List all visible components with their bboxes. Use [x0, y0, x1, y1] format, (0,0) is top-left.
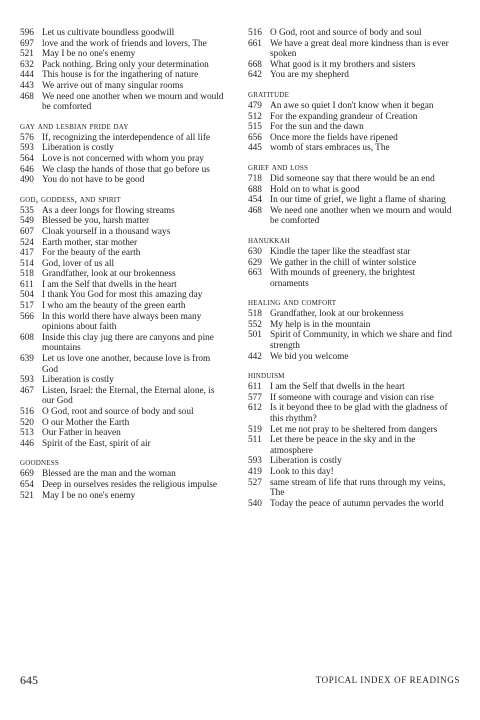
reading-title: May I be no one's enemy: [42, 49, 136, 60]
index-entry: [248, 403, 453, 424]
reading-title: My help is in the mountain: [270, 319, 371, 330]
reading-number: 642: [248, 70, 262, 81]
index-entry: [20, 333, 225, 354]
index-section-continued: [248, 28, 453, 81]
reading-title: If someone with courage and vision can rise: [270, 392, 434, 403]
reading-title: An awe so quiet I don't know when it began: [270, 100, 434, 111]
reading-title: In our time of grief, we light a flame of sharing: [270, 195, 446, 206]
reading-number: 630: [248, 246, 262, 257]
reading-number: 516: [248, 28, 262, 38]
reading-title: I thank You God for most this amazing day: [42, 290, 203, 301]
reading-number: 593: [20, 375, 34, 386]
reading-number: 521: [20, 490, 34, 501]
reading-number: 656: [248, 132, 262, 143]
index-entry: [20, 81, 225, 92]
reading-number: 511: [248, 435, 262, 446]
index-entry: [248, 425, 453, 436]
reading-number: 419: [248, 467, 262, 477]
reading-title: Let me not pray to be sheltered from dangers: [270, 424, 438, 435]
reading-title: Let us love one another, because love is from God: [42, 354, 211, 375]
reading-number: 515: [248, 122, 262, 133]
index-entry: [20, 175, 225, 186]
reading-number: 608: [20, 332, 34, 343]
reading-title: This house is for the ingathering of nature: [42, 70, 199, 81]
left-column: [20, 28, 225, 509]
reading-number: 549: [20, 216, 34, 227]
reading-title: I am the Self that dwells in the heart: [270, 382, 405, 393]
reading-title: As a deer longs for flowing streams: [42, 205, 175, 216]
reading-title: Inside this clay jug there are canyons and pine mountains: [42, 332, 214, 354]
section-heading: goodness: [20, 457, 59, 469]
reading-number: 467: [20, 385, 34, 396]
reading-number: 513: [20, 428, 34, 439]
index-entry: [248, 185, 453, 196]
index-entry: [248, 101, 453, 112]
reading-title: God, lover of us all: [42, 258, 115, 269]
reading-number: 654: [20, 479, 34, 490]
reading-number: 611: [248, 382, 262, 393]
section-heading: gay and lesbian pride day: [20, 120, 129, 132]
reading-title: Our Father in heaven: [42, 428, 121, 439]
index-section-gratitude: [248, 89, 453, 154]
index-section-hinduism: [248, 370, 453, 509]
reading-title: Hold on to what is good: [270, 184, 360, 195]
reading-title: If, recognizing the interdependence of all life: [42, 132, 211, 143]
index-section-god-goddess-and-spirit: [20, 194, 225, 450]
reading-number: 468: [20, 91, 34, 102]
reading-number: 514: [20, 258, 34, 269]
index-entry: [20, 354, 225, 375]
reading-number: 512: [248, 111, 262, 122]
reading-number: 577: [248, 392, 262, 403]
reading-number: 516: [20, 407, 34, 417]
reading-title: We have a great deal more kindness than is ever spoken: [270, 38, 449, 60]
index-entry: [248, 330, 453, 351]
index-entry: [20, 439, 225, 450]
reading-number: 524: [20, 237, 34, 248]
index-entry: [248, 206, 453, 227]
index-entry: [248, 478, 453, 499]
reading-title: We clasp the hands of those that go before us: [42, 164, 210, 175]
index-entry: [20, 290, 225, 301]
reading-title: Deep in ourselves resides the religious impulse: [42, 479, 218, 490]
index-entry: [248, 352, 453, 363]
reading-title: What good is it my brothers and sisters: [270, 59, 416, 70]
reading-title: Let us cultivate boundless goodwill: [42, 28, 175, 38]
reading-title: Listen, Israel: the Eternal, the Eternal alone, is our God: [42, 385, 215, 407]
reading-title: O God, root and source of body and soul: [42, 407, 194, 417]
reading-title: Let there be peace in the sky and in the atmosphere: [270, 435, 416, 456]
reading-number: 552: [248, 319, 262, 330]
index-entry: [20, 39, 225, 50]
index-entry: [248, 320, 453, 331]
index-section-continued: [20, 28, 225, 113]
reading-title: Earth mother, star mother: [42, 237, 138, 248]
reading-title: Blessed are the man and the woman: [42, 469, 176, 480]
reading-number: 668: [248, 59, 262, 70]
reading-number: 632: [20, 59, 34, 70]
index-entry: [20, 70, 225, 81]
reading-number: 596: [20, 28, 34, 38]
index-entry: [248, 122, 453, 133]
reading-number: 443: [20, 80, 34, 91]
reading-title: You are my shepherd: [270, 70, 349, 81]
index-entry: [248, 382, 453, 393]
reading-title: Liberation is costly: [42, 143, 114, 154]
index-entry: [20, 248, 225, 259]
index-entry: [248, 174, 453, 185]
reading-number: 718: [248, 173, 262, 184]
index-section-healing-and-comfort: [248, 297, 453, 362]
reading-title: Liberation is costly: [42, 375, 114, 386]
reading-number: 593: [20, 143, 34, 154]
index-entry: [248, 39, 453, 60]
index-entry: [20, 49, 225, 60]
reading-number: 442: [248, 351, 262, 362]
index-entry: [20, 269, 225, 280]
reading-title: Spirit of Community, in which we share and find strength: [270, 330, 452, 352]
reading-number: 661: [248, 38, 262, 49]
section-heading: grief and loss: [248, 161, 309, 173]
index-entry: [248, 499, 453, 510]
index-entry: [248, 268, 453, 289]
reading-title: same stream of life that runs through my veins, The: [270, 477, 446, 499]
index-entry: [20, 280, 225, 291]
index-entry: [20, 216, 225, 227]
reading-number: 566: [20, 311, 34, 322]
right-column: [248, 28, 453, 517]
reading-number: 444: [20, 70, 34, 81]
section-heading: hanukkah: [248, 234, 291, 246]
reading-title: O our Mother the Earth: [42, 417, 130, 428]
section-heading: hinduism: [248, 370, 285, 382]
reading-title: We need one another when we mourn and would be comforted: [42, 91, 224, 113]
index-entry: [248, 258, 453, 269]
reading-number: 688: [248, 184, 262, 195]
index-entry: [248, 143, 453, 154]
reading-number: 454: [248, 195, 262, 206]
page-footer: [20, 673, 460, 687]
reading-number: 646: [20, 164, 34, 175]
index-entry: [20, 143, 225, 154]
reading-title: I who am the beauty of the green earth: [42, 301, 186, 312]
index-entry: [248, 133, 453, 144]
index-entry: [20, 480, 225, 491]
reading-title: Love is not concerned with whom you pray: [42, 153, 204, 164]
index-entry: [248, 309, 453, 320]
index-section-goodness: [20, 457, 225, 501]
reading-number: 669: [20, 469, 34, 480]
reading-number: 521: [20, 49, 34, 60]
reading-title: O God, root and source of body and soul: [270, 28, 422, 38]
section-heading: gratitude: [248, 88, 290, 100]
index-section-gay-and-lesbian-pride-day: [20, 121, 225, 186]
reading-title: Today the peace of autumn pervades the world: [270, 498, 444, 509]
reading-title: May I be no one's enemy: [42, 490, 136, 501]
index-entry: [20, 206, 225, 217]
reading-title: Spirit of the East, spirit of air: [42, 438, 151, 449]
index-entry: [20, 133, 225, 144]
index-entry: [20, 407, 225, 418]
index-entry: [248, 60, 453, 71]
index-section-hanukkah: [248, 235, 453, 289]
reading-title: We bid you welcome: [270, 351, 349, 362]
reading-title: Blessed be you, harsh matter: [42, 216, 150, 227]
reading-number: 612: [248, 403, 262, 414]
index-entry: [248, 247, 453, 258]
index-entry: [20, 259, 225, 270]
reading-number: 446: [20, 438, 34, 449]
index-entry: [248, 467, 453, 478]
reading-title: I am the Self that dwells in the heart: [42, 279, 177, 290]
reading-number: 639: [20, 354, 34, 365]
reading-title: Look to this day!: [270, 467, 334, 477]
index-section-grief-and-loss: [248, 162, 453, 227]
reading-title: Grandfather, look at our brokenness: [42, 269, 176, 280]
reading-number: 520: [20, 417, 34, 428]
index-entry: [20, 469, 225, 480]
reading-title: We gather in the chill of winter solstice: [270, 257, 417, 268]
index-entry: [20, 28, 225, 39]
index-entry: [20, 92, 225, 113]
reading-title: We arrive out of many singular rooms: [42, 80, 184, 91]
reading-title: For the beauty of the earth: [42, 248, 141, 259]
reading-number: 564: [20, 153, 34, 164]
index-entry: [248, 393, 453, 404]
reading-number: 501: [248, 330, 262, 341]
index-entry: [20, 375, 225, 386]
reading-title: Cloak yourself in a thousand ways: [42, 226, 171, 237]
reading-number: 607: [20, 226, 34, 237]
reading-title: Kindle the taper like the steadfast star: [270, 246, 411, 257]
reading-title: Is it beyond thee to be glad with the gladness of this rhythm?: [270, 403, 448, 425]
reading-number: 479: [248, 100, 262, 111]
index-entry: [20, 60, 225, 71]
index-entry: [20, 165, 225, 176]
reading-title: Once more the fields have ripened: [270, 132, 398, 143]
reading-title: Liberation is costly: [270, 456, 342, 467]
reading-number: 540: [248, 498, 262, 509]
index-entry: [248, 195, 453, 206]
reading-number: 519: [248, 424, 262, 435]
reading-number: 535: [20, 205, 34, 216]
index-entry: [248, 70, 453, 81]
reading-title: Grandfather, look at our brokenness: [270, 309, 404, 320]
index-entry: [20, 386, 225, 407]
reading-title: love and the work of friends and lovers, The: [42, 38, 207, 49]
section-heading: healing and comfort: [248, 297, 337, 309]
reading-number: 445: [248, 143, 262, 154]
index-entry: [248, 456, 453, 467]
reading-title: With mounds of greenery, the brightest ornaments: [270, 268, 416, 289]
reading-number: 576: [20, 132, 34, 143]
reading-number: 518: [20, 269, 34, 280]
reading-title: For the expanding grandeur of Creation: [270, 111, 418, 122]
reading-number: 490: [20, 175, 34, 186]
index-entry: [248, 112, 453, 123]
index-entry: [20, 238, 225, 249]
reading-number: 611: [20, 279, 34, 290]
index-entry: [20, 312, 225, 333]
index-entry: [20, 491, 225, 502]
index-entry: [248, 435, 453, 456]
reading-number: 517: [20, 301, 34, 312]
reading-title: Did someone say that there would be an end: [270, 173, 435, 184]
section-heading: god, goddess, and spirit: [20, 193, 121, 205]
index-entry: [20, 154, 225, 165]
reading-title: womb of stars embraces us, The: [270, 143, 390, 154]
reading-number: 468: [248, 205, 262, 216]
reading-number: 417: [20, 248, 34, 259]
reading-number: 663: [248, 268, 262, 279]
reading-title: In this world there have always been many opinions about faith: [42, 311, 202, 333]
reading-title: You do not have to be good: [42, 175, 145, 186]
reading-title: For the sun and the dawn: [270, 122, 364, 133]
index-entry: [20, 301, 225, 312]
footer-title: TOPICAL INDEX OF READINGS: [315, 675, 460, 685]
reading-number: 527: [248, 477, 262, 488]
reading-number: 629: [248, 257, 262, 268]
index-entry: [248, 28, 453, 39]
reading-title: We need one another when we mourn and would be comforted: [270, 205, 452, 227]
reading-title: Pack nothing. Bring only your determination: [42, 59, 209, 70]
reading-number: 697: [20, 38, 34, 49]
reading-number: 504: [20, 290, 34, 301]
reading-number: 518: [248, 309, 262, 320]
index-entry: [20, 418, 225, 429]
index-entry: [20, 227, 225, 238]
reading-number: 593: [248, 456, 262, 467]
page-number: 645: [20, 673, 38, 687]
index-entry: [20, 428, 225, 439]
